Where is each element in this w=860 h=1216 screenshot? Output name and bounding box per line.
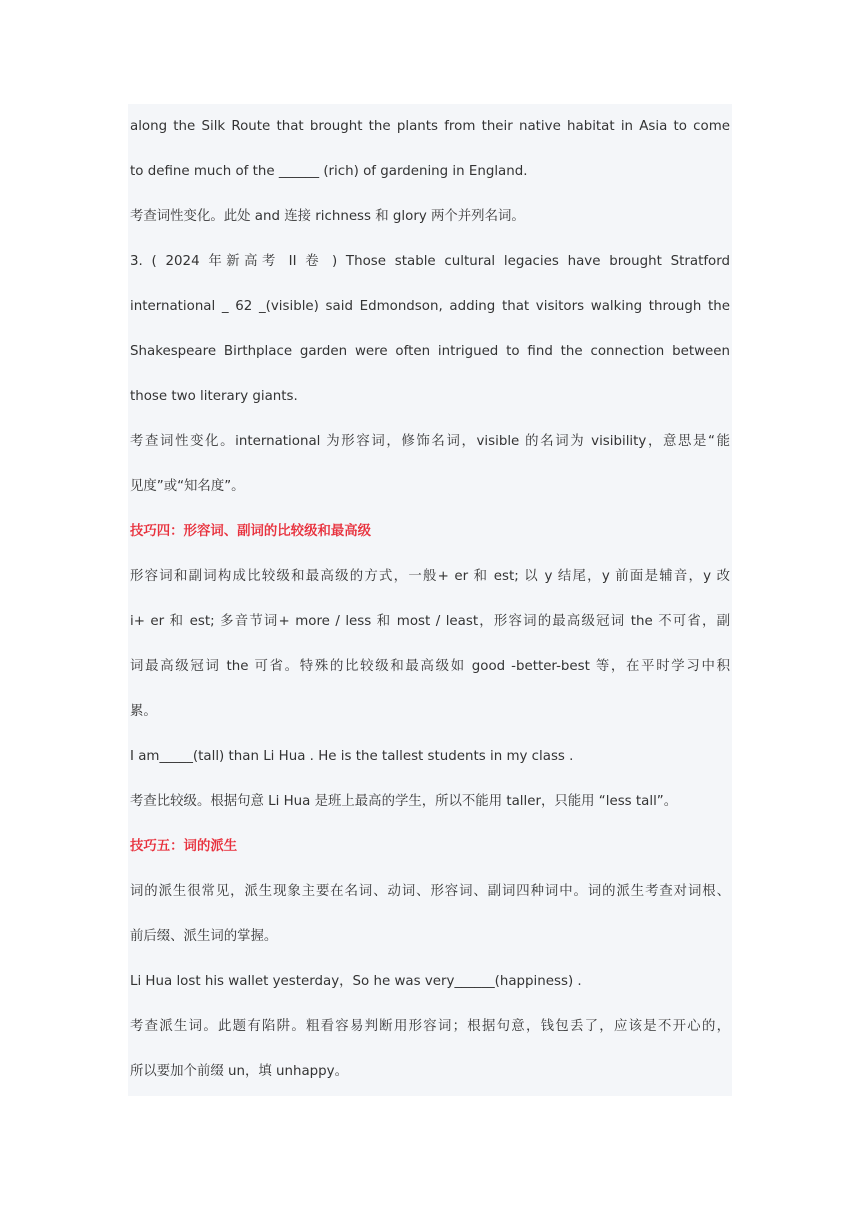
- content-block: [128, 104, 732, 1096]
- section-heading: 技巧四：形容词、副词的比较级和最高级: [130, 524, 372, 539]
- explanation-line: 所以要加个前缀 un，填 unhappy。: [130, 1064, 348, 1079]
- section-heading: 技巧五：词的派生: [130, 839, 238, 854]
- paragraph-line: i+ er 和 est; 多音节词+ more / less 和 most / least，形容词的最高级冠词 the 不可省，副: [130, 614, 730, 629]
- paragraph-line: 词的派生很常见，派生现象主要在名词、动词、形容词、副词四种词中。词的派生考查对词根、: [130, 884, 730, 899]
- explanation-line: 考查比较级。根据句意 Li Hua 是班上最高的学生，所以不能用 taller，只能用 “less tall”。: [130, 794, 678, 809]
- question-line: 3. ( 2024 年新高考 II 卷 ) Those stable cultural legacies have brought Stratford: [130, 254, 730, 269]
- example-sentence: Li Hua lost his wallet yesterday，So he was very______(happiness) .: [130, 974, 582, 989]
- example-sentence: I am_____(tall) than Li Hua . He is the tallest students in my class .: [130, 749, 574, 764]
- paragraph-line: 形容词和副词构成比较级和最高级的方式，一般+ er 和 est; 以 y 结尾，y 前面是辅音，y 改: [130, 569, 730, 584]
- paragraph-line: along the Silk Route that brought the plants from their native habitat in Asia to come: [130, 119, 730, 134]
- explanation-line: 考查词性变化。此处 and 连接 richness 和 glory 两个并列名词。: [130, 209, 525, 224]
- paragraph-line: 词最高级冠词 the 可省。特殊的比较级和最高级如 good -better-best 等，在平时学习中积: [130, 659, 730, 674]
- explanation-line: 考查词性变化。international 为形容词，修饰名词，visible 的名词为 visibility，意思是“能: [130, 434, 730, 449]
- paragraph-line: to define much of the ______ (rich) of gardening in England.: [130, 164, 528, 179]
- paragraph-line: 累。: [130, 704, 157, 719]
- explanation-line: 考查派生词。此题有陷阱。粗看容易判断用形容词；根据句意，钱包丢了，应该是不开心的，: [130, 1019, 730, 1034]
- paragraph-line: 前后缀、派生词的掌握。: [130, 929, 278, 944]
- question-line: Shakespeare Birthplace garden were often intrigued to find the connection between: [130, 344, 730, 359]
- question-line: those two literary giants.: [130, 389, 298, 404]
- question-line: international _ 62 _(visible) said Edmondson, adding that visitors walking through the: [130, 299, 730, 314]
- explanation-line: 见度”或“知名度”。: [130, 479, 245, 494]
